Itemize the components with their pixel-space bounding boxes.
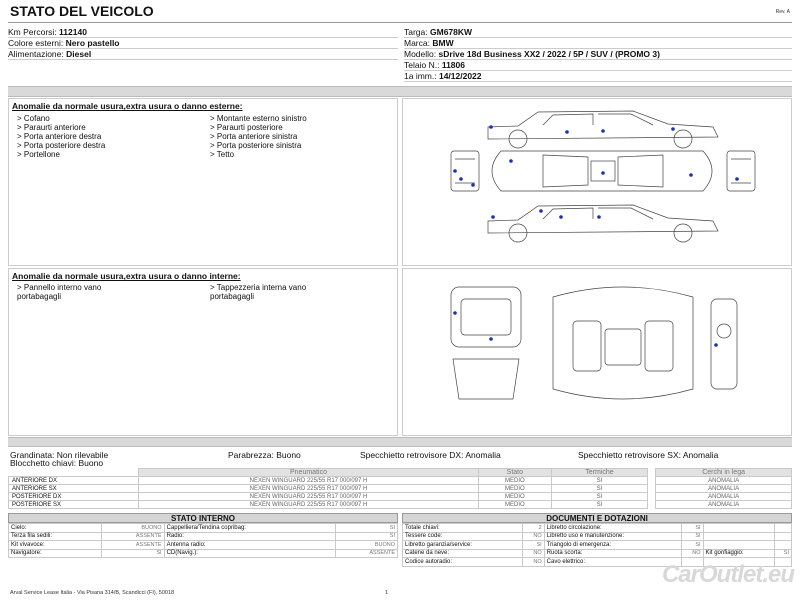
list-item: > Montante esterno sinistro bbox=[210, 114, 307, 123]
table-row: Kit vivavoce: ASSENTE Antenna radio: BUONO bbox=[9, 541, 398, 550]
watermark-logo: CarOutlet.eu bbox=[661, 561, 794, 588]
exterior-list-col2 bbox=[210, 114, 307, 159]
revision-label: Rev. A bbox=[775, 9, 790, 15]
vehicle-info-left bbox=[8, 27, 398, 60]
list-item: portabagagli bbox=[210, 292, 255, 301]
color-row: Colore esterni: Nero pastello bbox=[8, 38, 398, 49]
list-item: > Cofano bbox=[17, 114, 50, 123]
col-header-rims: Cerchi in lega bbox=[656, 469, 792, 477]
plate-value: GM678KW bbox=[430, 27, 473, 37]
documents-box bbox=[402, 513, 792, 567]
brand-row: Marca: BMW bbox=[404, 38, 792, 49]
model-value: sDrive 18d Business XX2 / 2022 / 5P / SUV / (PROMO 3) bbox=[438, 49, 660, 59]
list-item: portabagagli bbox=[17, 292, 62, 301]
table-row: POSTERIORE SX NEXEN WINGUARD 225/55 R17 000/097 H MEDIO SI ANOMALIA bbox=[9, 501, 792, 509]
windshield-status: Parabrezza: Buono bbox=[228, 450, 301, 460]
hail-status: Grandinata: Non rilevabile bbox=[10, 450, 109, 460]
list-item: > Paraurti posteriore bbox=[210, 123, 283, 132]
list-item: > Tetto bbox=[210, 150, 235, 159]
interior-anomalies-title: Anomalie da normale usura,extra usura o danno interne: bbox=[12, 271, 241, 281]
interior-list-col1 bbox=[17, 283, 101, 301]
chassis-row: Telaio N.: 11806 bbox=[404, 60, 792, 71]
model-row: Modello: sDrive 18d Business XX2 / 2022 / 5P / SUV / (PROMO 3) bbox=[404, 49, 792, 60]
table-row: Libretto garanzia/service: SI Triangolo di emergenza: SI bbox=[403, 541, 792, 550]
table-row: Terza fila sedili: ASSENTE Radio: SI bbox=[9, 532, 398, 541]
fuel-row: Alimentazione: Diesel bbox=[8, 49, 398, 60]
registration-value: 14/12/2022 bbox=[438, 71, 482, 81]
list-item: > Porta anteriore destra bbox=[17, 132, 102, 141]
table-row: POSTERIORE DX NEXEN WINGUARD 225/55 R17 000/097 H MEDIO SI ANOMALIA bbox=[9, 493, 792, 501]
documents-title: DOCUMENTI E DOTAZIONI bbox=[402, 513, 792, 523]
list-item: > Pannello interno vano bbox=[17, 283, 102, 292]
table-row: Codice autoradio: NO Cavo elettrico: bbox=[403, 558, 792, 567]
exterior-list-col1 bbox=[17, 114, 105, 159]
table-row: Totale chiavi: 2 Libretto circolazione: SI bbox=[403, 524, 792, 533]
mirror-left-status: Specchietto retrovisore SX: Anomalia bbox=[578, 450, 719, 460]
car-exterior-diagram bbox=[403, 99, 791, 265]
interior-anomalies-panel bbox=[8, 268, 398, 436]
exterior-diagram-panel bbox=[402, 98, 792, 266]
col-header-state: Stato bbox=[478, 469, 551, 477]
key-block-status: Blocchetto chiavi: Buono bbox=[10, 458, 104, 468]
col-header-winter: Termiche bbox=[551, 469, 648, 477]
list-item: > Porta posteriore sinistra bbox=[210, 141, 302, 150]
list-item: > Paraurti anteriore bbox=[17, 123, 86, 132]
list-item: > Tappezzeria interna vano bbox=[210, 283, 307, 292]
table-row: ANTERIORE SX NEXEN WINGUARD 225/55 R17 000/097 H MEDIO SI ANOMALIA bbox=[9, 485, 792, 493]
list-item: > Porta anteriore sinistra bbox=[210, 132, 298, 141]
exterior-anomalies-panel bbox=[8, 98, 398, 266]
table-row: ANTERIORE DX NEXEN WINGUARD 225/55 R17 000/097 H MEDIO SI ANOMALIA bbox=[9, 477, 792, 485]
exterior-anomalies-title: Anomalie da normale usura,extra usura o danno esterne: bbox=[12, 101, 243, 111]
km-value: 112140 bbox=[59, 27, 87, 37]
registration-row: 1a imm.: 14/12/2022 bbox=[404, 71, 792, 82]
interior-state-box bbox=[8, 513, 398, 558]
page-title: STATO DEL VEICOLO bbox=[10, 3, 154, 19]
color-value: Nero pastello bbox=[65, 38, 120, 48]
vehicle-info-right bbox=[404, 27, 792, 82]
interior-diagram-panel bbox=[402, 268, 792, 436]
interior-state-table bbox=[8, 523, 398, 558]
table-row: Catene da neve: NO Ruota scorta: NO Kit gonfiaggio: SI bbox=[403, 549, 792, 558]
table-row: Tessere code: NO Libretto uso e manutenzione: SI bbox=[403, 532, 792, 541]
interior-state-title: STATO INTERNO bbox=[8, 513, 398, 523]
footer-page-number: 1 bbox=[385, 590, 389, 596]
car-interior-diagram bbox=[403, 269, 791, 435]
km-row: Km Percorsi: 112140 bbox=[8, 27, 398, 38]
tyres-table bbox=[8, 468, 792, 509]
table-header bbox=[9, 469, 792, 477]
section-bar bbox=[8, 86, 792, 97]
table-row: Navigatore: SI CD(Navig.): ASSENTE bbox=[9, 549, 398, 558]
brand-value: BMW bbox=[432, 38, 454, 48]
table-row: Cielo: BUONO Cappelliera/Tendina copribag: SI bbox=[9, 524, 398, 533]
interior-list-col2 bbox=[210, 283, 306, 301]
footer-company: Arval Service Lease Italia - Via Pisana 314/B, Scandicci (FI), 50018 bbox=[10, 590, 175, 596]
section-bar bbox=[8, 437, 792, 447]
chassis-value: 11806 bbox=[441, 60, 465, 70]
fuel-value: Diesel bbox=[66, 49, 92, 59]
mirror-right-status: Specchietto retrovisore DX: Anomalia bbox=[360, 450, 501, 460]
documents-table bbox=[402, 523, 792, 567]
plate-row: Targa: GM678KW bbox=[404, 27, 792, 38]
title-divider bbox=[8, 22, 792, 23]
list-item: > Portellone bbox=[17, 150, 60, 159]
list-item: > Porta posteriore destra bbox=[17, 141, 106, 150]
col-header-tyre: Pneumatico bbox=[139, 469, 479, 477]
